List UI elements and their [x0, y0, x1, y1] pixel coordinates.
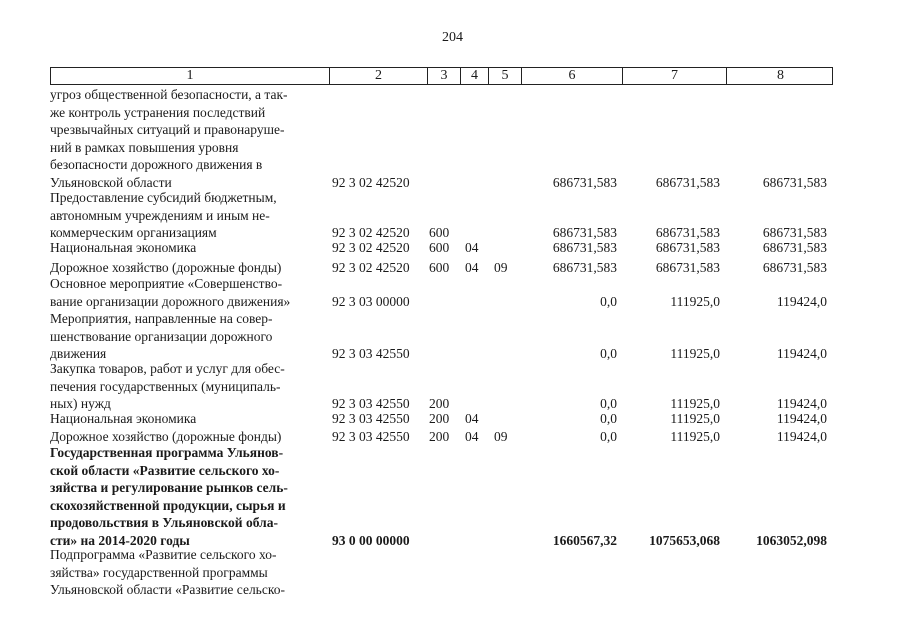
row-description-line: чрезвычайных ситуаций и правонаруше- [50, 122, 285, 137]
row-value-col-7: 111925,0 [670, 411, 720, 426]
row-code: 93 0 00 00000 [332, 532, 410, 548]
row-value-col-8: 119424,0 [776, 429, 827, 444]
row-value-col-8: 686731,583 [762, 174, 827, 190]
page-number: 204 [442, 30, 463, 45]
row-description-line: ской области «Развитие сельского хо- [50, 462, 280, 478]
row-description-line: Дорожное хозяйство (дорожные фонды) [50, 260, 282, 275]
row-value-col-6: 686731,583 [552, 260, 617, 275]
row-col-4: 04 [465, 429, 479, 444]
row-description-line: Государственная программа Ульянов- [50, 445, 284, 460]
row-description-line: зяйства» государственной программы [50, 564, 268, 580]
row-description-line: Ульяновской области «Развитие сельско- [50, 582, 285, 597]
row-description-line: зяйства и регулирование рынков сель- [50, 480, 288, 495]
row-code: 92 3 02 42520 [332, 225, 410, 240]
header-col-1: 1 [186, 68, 194, 83]
row-col-5: 09 [494, 429, 508, 444]
row-description-line: движения [50, 346, 107, 361]
row-description-line: печения государственных (муниципаль- [50, 378, 281, 394]
row-description-line: скохозяйственной продукции, сырья и [50, 497, 286, 513]
row-value-col-7: 111925,0 [670, 293, 720, 309]
row-value-col-7: 111925,0 [670, 346, 720, 361]
row-code: 92 3 02 42520 [332, 174, 410, 190]
row-code: 92 3 03 00000 [332, 293, 410, 309]
row-value-col-8: 686731,583 [762, 260, 827, 275]
header-col-5: 5 [488, 68, 521, 84]
row-col-3: 200 [429, 429, 450, 444]
row-col-3: 200 [429, 411, 450, 426]
row-description-line: Основное мероприятие «Совершенство- [50, 276, 283, 291]
row-description-line: угроз общественной безопасности, а так- [50, 87, 288, 102]
row-col-3: 600 [429, 240, 450, 255]
row-value-col-8: 119424,0 [776, 293, 827, 309]
row-value-col-7: 111925,0 [670, 396, 720, 411]
row-code: 92 3 03 42550 [332, 411, 410, 426]
row-value-col-8: 119424,0 [776, 411, 827, 426]
row-code: 92 3 02 42520 [332, 240, 410, 255]
row-description-line: Ульяновской области [50, 174, 172, 190]
header-col-8: 8 [726, 68, 834, 84]
row-description-line: продовольствия в Ульяновской обла- [50, 515, 278, 530]
row-description-line: Мероприятия, направленные на совер- [50, 311, 273, 326]
row-value-col-6: 0,0 [600, 411, 617, 426]
row-value-col-7: 1075653,068 [649, 532, 720, 548]
row-value-col-7: 686731,583 [655, 240, 720, 255]
row-code: 92 3 03 42550 [332, 429, 410, 444]
row-description-line: Подпрограмма «Развитие сельского хо- [50, 547, 277, 562]
row-description-line: безопасности дорожного движения в [50, 157, 263, 172]
header-col-2: 2 [329, 68, 427, 84]
row-value-col-6: 1660567,32 [552, 532, 617, 548]
row-value-col-6: 686731,583 [552, 240, 617, 255]
row-value-col-6: 0,0 [600, 396, 617, 411]
row-value-col-8: 1063052,098 [756, 532, 827, 548]
row-code: 92 3 02 42520 [332, 260, 410, 275]
header-col-4: 4 [460, 68, 488, 84]
row-code: 92 3 03 42550 [332, 346, 410, 361]
row-value-col-6: 0,0 [600, 429, 617, 444]
row-description-line: Дорожное хозяйство (дорожные фонды) [50, 429, 282, 444]
row-col-3: 200 [429, 396, 450, 411]
row-description-line: же контроль устранения последствий [50, 104, 266, 120]
row-value-col-8: 119424,0 [776, 346, 827, 361]
row-value-col-6: 686731,583 [552, 225, 617, 240]
row-value-col-8: 686731,583 [762, 240, 827, 255]
row-description-line: сти» на 2014-2020 годы [50, 532, 190, 548]
row-col-4: 04 [465, 260, 479, 275]
row-col-4: 04 [465, 411, 479, 426]
row-col-4: 04 [465, 240, 479, 255]
row-description-line: коммерческим организациям [50, 225, 217, 240]
row-value-col-8: 119424,0 [776, 396, 827, 411]
row-value-col-8: 686731,583 [762, 225, 827, 240]
row-value-col-7: 686731,583 [655, 225, 720, 240]
header-col-3: 3 [427, 68, 460, 84]
row-value-col-6: 686731,583 [552, 174, 617, 190]
row-description-line: Предоставление субсидий бюджетным, [50, 190, 277, 205]
table-header [50, 67, 833, 85]
header-col-6: 6 [521, 68, 622, 84]
header-col-7: 7 [622, 68, 726, 84]
row-code: 92 3 03 42550 [332, 396, 410, 411]
row-description-line: Национальная экономика [50, 240, 197, 255]
row-description-line: ных) нужд [50, 396, 111, 411]
row-value-col-7: 686731,583 [655, 260, 720, 275]
row-value-col-7: 111925,0 [670, 429, 720, 444]
row-col-3: 600 [429, 260, 450, 275]
row-value-col-6: 0,0 [600, 346, 617, 361]
row-value-col-7: 686731,583 [655, 174, 720, 190]
row-col-3: 600 [429, 225, 450, 240]
row-description-line: Национальная экономика [50, 411, 197, 426]
row-value-col-6: 0,0 [600, 293, 617, 309]
row-description-line: ний в рамках повышения уровня [50, 139, 239, 155]
row-description-line: шенствование организации дорожного [50, 328, 273, 344]
row-description-line: автономным учреждениям и иным не- [50, 207, 270, 223]
row-description-line: Закупка товаров, работ и услуг для обес- [50, 361, 285, 376]
row-description-line: вание организации дорожного движения» [50, 293, 291, 309]
row-col-5: 09 [494, 260, 508, 275]
